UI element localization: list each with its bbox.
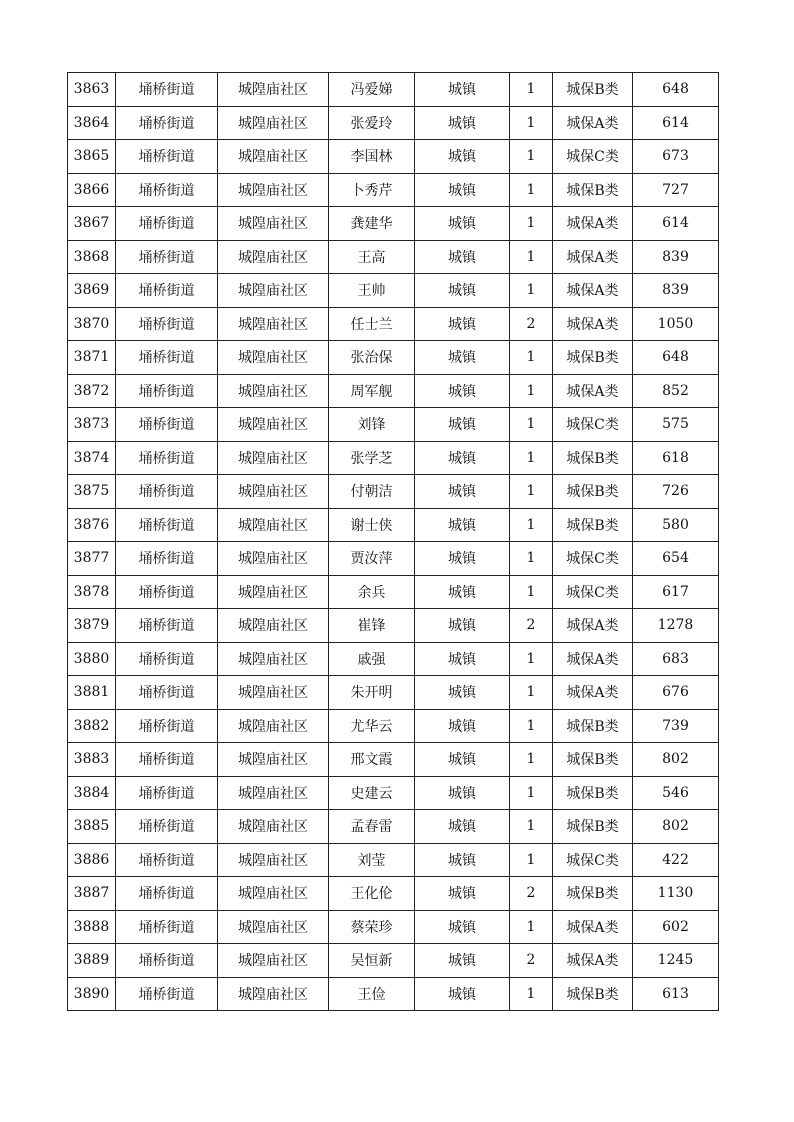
community-cell: 城隍庙社区 [218,743,329,777]
category-cell: 城保B类 [553,341,633,375]
row-number-cell: 3878 [68,575,116,609]
amount-cell: 739 [633,709,719,743]
household-type-cell: 城镇 [415,910,510,944]
subdistrict-cell: 埇桥街道 [116,508,218,542]
household-type-cell: 城镇 [415,743,510,777]
member-count-cell: 1 [510,542,553,576]
subdistrict-cell: 埇桥街道 [116,977,218,1011]
person-name-cell: 谢士侠 [329,508,415,542]
row-number-cell: 3881 [68,676,116,710]
community-cell: 城隍庙社区 [218,776,329,810]
person-name-cell: 卜秀芹 [329,173,415,207]
category-cell: 城保A类 [553,307,633,341]
table-row [68,374,719,408]
community-cell: 城隍庙社区 [218,207,329,241]
person-name-cell: 张爱玲 [329,106,415,140]
community-cell: 城隍庙社区 [218,140,329,174]
category-cell: 城保C类 [553,542,633,576]
row-number-cell: 3873 [68,408,116,442]
community-cell: 城隍庙社区 [218,877,329,911]
person-name-cell: 刘锋 [329,408,415,442]
table-body [68,73,719,1011]
member-count-cell: 1 [510,441,553,475]
amount-cell: 839 [633,274,719,308]
row-number-cell: 3868 [68,240,116,274]
household-type-cell: 城镇 [415,307,510,341]
amount-cell: 617 [633,575,719,609]
table-row [68,441,719,475]
member-count-cell: 1 [510,743,553,777]
member-count-cell: 1 [510,776,553,810]
category-cell: 城保B类 [553,977,633,1011]
member-count-cell: 1 [510,843,553,877]
table-row [68,274,719,308]
row-number-cell: 3872 [68,374,116,408]
community-cell: 城隍庙社区 [218,843,329,877]
category-cell: 城保C类 [553,575,633,609]
household-type-cell: 城镇 [415,240,510,274]
table-row [68,106,719,140]
household-type-cell: 城镇 [415,776,510,810]
household-type-cell: 城镇 [415,374,510,408]
row-number-cell: 3888 [68,910,116,944]
household-type-cell: 城镇 [415,977,510,1011]
table-row [68,575,719,609]
member-count-cell: 1 [510,240,553,274]
amount-cell: 1245 [633,944,719,978]
community-cell: 城隍庙社区 [218,173,329,207]
row-number-cell: 3869 [68,274,116,308]
category-cell: 城保A类 [553,642,633,676]
person-name-cell: 王化伦 [329,877,415,911]
member-count-cell: 1 [510,73,553,107]
person-name-cell: 邢文霞 [329,743,415,777]
person-name-cell: 张学芝 [329,441,415,475]
person-name-cell: 李国林 [329,140,415,174]
table-row [68,475,719,509]
subdistrict-cell: 埇桥街道 [116,843,218,877]
amount-cell: 726 [633,475,719,509]
row-number-cell: 3871 [68,341,116,375]
community-cell: 城隍庙社区 [218,441,329,475]
category-cell: 城保A类 [553,240,633,274]
category-cell: 城保A类 [553,374,633,408]
person-name-cell: 任士兰 [329,307,415,341]
category-cell: 城保B类 [553,877,633,911]
subdistrict-cell: 埇桥街道 [116,140,218,174]
member-count-cell: 1 [510,977,553,1011]
household-type-cell: 城镇 [415,106,510,140]
amount-cell: 422 [633,843,719,877]
person-name-cell: 周军舰 [329,374,415,408]
member-count-cell: 1 [510,408,553,442]
category-cell: 城保B类 [553,173,633,207]
amount-cell: 602 [633,910,719,944]
table-row [68,207,719,241]
table-row [68,609,719,643]
subdistrict-cell: 埇桥街道 [116,106,218,140]
member-count-cell: 1 [510,910,553,944]
person-name-cell: 龚建华 [329,207,415,241]
household-type-cell: 城镇 [415,944,510,978]
person-name-cell: 蔡荣珍 [329,910,415,944]
subdistrict-cell: 埇桥街道 [116,274,218,308]
person-name-cell: 刘莹 [329,843,415,877]
amount-cell: 727 [633,173,719,207]
subdistrict-cell: 埇桥街道 [116,743,218,777]
amount-cell: 839 [633,240,719,274]
amount-cell: 802 [633,810,719,844]
member-count-cell: 1 [510,642,553,676]
person-name-cell: 孟春雷 [329,810,415,844]
table-row [68,743,719,777]
member-count-cell: 2 [510,944,553,978]
table-row [68,240,719,274]
row-number-cell: 3875 [68,475,116,509]
person-name-cell: 贾汝萍 [329,542,415,576]
subdistrict-cell: 埇桥街道 [116,207,218,241]
category-cell: 城保A类 [553,274,633,308]
person-name-cell: 崔锋 [329,609,415,643]
community-cell: 城隍庙社区 [218,106,329,140]
community-cell: 城隍庙社区 [218,408,329,442]
household-type-cell: 城镇 [415,408,510,442]
member-count-cell: 1 [510,140,553,174]
row-number-cell: 3876 [68,508,116,542]
category-cell: 城保A类 [553,207,633,241]
category-cell: 城保A类 [553,944,633,978]
household-type-cell: 城镇 [415,173,510,207]
row-number-cell: 3867 [68,207,116,241]
community-cell: 城隍庙社区 [218,542,329,576]
subdistrict-cell: 埇桥街道 [116,944,218,978]
household-type-cell: 城镇 [415,341,510,375]
table-row [68,877,719,911]
person-name-cell: 王帅 [329,274,415,308]
category-cell: 城保B类 [553,508,633,542]
subdistrict-cell: 埇桥街道 [116,609,218,643]
subdistrict-cell: 埇桥街道 [116,575,218,609]
member-count-cell: 2 [510,609,553,643]
household-type-cell: 城镇 [415,508,510,542]
row-number-cell: 3885 [68,810,116,844]
household-type-cell: 城镇 [415,575,510,609]
amount-cell: 1050 [633,307,719,341]
member-count-cell: 2 [510,877,553,911]
subdistrict-cell: 埇桥街道 [116,910,218,944]
member-count-cell: 2 [510,307,553,341]
household-type-cell: 城镇 [415,140,510,174]
community-cell: 城隍庙社区 [218,810,329,844]
amount-cell: 1130 [633,877,719,911]
row-number-cell: 3882 [68,709,116,743]
row-number-cell: 3865 [68,140,116,174]
household-type-cell: 城镇 [415,73,510,107]
table-row [68,642,719,676]
household-type-cell: 城镇 [415,542,510,576]
amount-cell: 683 [633,642,719,676]
table-row [68,307,719,341]
row-number-cell: 3880 [68,642,116,676]
member-count-cell: 1 [510,709,553,743]
amount-cell: 852 [633,374,719,408]
category-cell: 城保B类 [553,73,633,107]
subdistrict-cell: 埇桥街道 [116,877,218,911]
person-name-cell: 付朝洁 [329,475,415,509]
row-number-cell: 3877 [68,542,116,576]
community-cell: 城隍庙社区 [218,944,329,978]
amount-cell: 654 [633,542,719,576]
table-row [68,508,719,542]
community-cell: 城隍庙社区 [218,73,329,107]
member-count-cell: 1 [510,374,553,408]
category-cell: 城保B类 [553,709,633,743]
member-count-cell: 1 [510,106,553,140]
person-name-cell: 王高 [329,240,415,274]
row-number-cell: 3883 [68,743,116,777]
amount-cell: 648 [633,73,719,107]
person-name-cell: 朱开明 [329,676,415,710]
table-row [68,73,719,107]
subdistrict-cell: 埇桥街道 [116,374,218,408]
member-count-cell: 1 [510,274,553,308]
community-cell: 城隍庙社区 [218,341,329,375]
household-type-cell: 城镇 [415,843,510,877]
household-type-cell: 城镇 [415,609,510,643]
table-row [68,173,719,207]
amount-cell: 546 [633,776,719,810]
community-cell: 城隍庙社区 [218,274,329,308]
table-row [68,944,719,978]
category-cell: 城保B类 [553,475,633,509]
person-name-cell: 戚强 [329,642,415,676]
table-row [68,843,719,877]
amount-cell: 1278 [633,609,719,643]
subdistrict-cell: 埇桥街道 [116,408,218,442]
member-count-cell: 1 [510,207,553,241]
community-cell: 城隍庙社区 [218,307,329,341]
community-cell: 城隍庙社区 [218,575,329,609]
person-name-cell: 冯爱娣 [329,73,415,107]
household-type-cell: 城镇 [415,274,510,308]
table-row [68,910,719,944]
table-row [68,977,719,1011]
row-number-cell: 3879 [68,609,116,643]
community-cell: 城隍庙社区 [218,609,329,643]
category-cell: 城保B类 [553,743,633,777]
person-name-cell: 余兵 [329,575,415,609]
community-cell: 城隍庙社区 [218,475,329,509]
category-cell: 城保C类 [553,140,633,174]
amount-cell: 648 [633,341,719,375]
community-cell: 城隍庙社区 [218,676,329,710]
allowance-table [67,72,719,1011]
amount-cell: 676 [633,676,719,710]
community-cell: 城隍庙社区 [218,374,329,408]
row-number-cell: 3890 [68,977,116,1011]
community-cell: 城隍庙社区 [218,977,329,1011]
amount-cell: 673 [633,140,719,174]
subdistrict-cell: 埇桥街道 [116,240,218,274]
row-number-cell: 3866 [68,173,116,207]
category-cell: 城保A类 [553,106,633,140]
subdistrict-cell: 埇桥街道 [116,810,218,844]
household-type-cell: 城镇 [415,642,510,676]
row-number-cell: 3889 [68,944,116,978]
subdistrict-cell: 埇桥街道 [116,542,218,576]
row-number-cell: 3887 [68,877,116,911]
row-number-cell: 3886 [68,843,116,877]
amount-cell: 802 [633,743,719,777]
category-cell: 城保A类 [553,676,633,710]
subdistrict-cell: 埇桥街道 [116,307,218,341]
row-number-cell: 3884 [68,776,116,810]
person-name-cell: 王俭 [329,977,415,1011]
household-type-cell: 城镇 [415,207,510,241]
subdistrict-cell: 埇桥街道 [116,73,218,107]
person-name-cell: 史建云 [329,776,415,810]
table-row [68,776,719,810]
community-cell: 城隍庙社区 [218,709,329,743]
amount-cell: 618 [633,441,719,475]
community-cell: 城隍庙社区 [218,508,329,542]
subdistrict-cell: 埇桥街道 [116,173,218,207]
person-name-cell: 吴恒新 [329,944,415,978]
category-cell: 城保B类 [553,441,633,475]
subdistrict-cell: 埇桥街道 [116,341,218,375]
member-count-cell: 1 [510,341,553,375]
household-type-cell: 城镇 [415,676,510,710]
community-cell: 城隍庙社区 [218,642,329,676]
row-number-cell: 3863 [68,73,116,107]
category-cell: 城保A类 [553,609,633,643]
category-cell: 城保B类 [553,776,633,810]
member-count-cell: 1 [510,810,553,844]
subdistrict-cell: 埇桥街道 [116,709,218,743]
subdistrict-cell: 埇桥街道 [116,676,218,710]
table-row [68,676,719,710]
household-type-cell: 城镇 [415,877,510,911]
community-cell: 城隍庙社区 [218,910,329,944]
category-cell: 城保B类 [553,810,633,844]
row-number-cell: 3864 [68,106,116,140]
table-row [68,408,719,442]
household-type-cell: 城镇 [415,475,510,509]
member-count-cell: 1 [510,508,553,542]
member-count-cell: 1 [510,173,553,207]
amount-cell: 614 [633,106,719,140]
subdistrict-cell: 埇桥街道 [116,441,218,475]
member-count-cell: 1 [510,676,553,710]
person-name-cell: 尤华云 [329,709,415,743]
row-number-cell: 3870 [68,307,116,341]
subdistrict-cell: 埇桥街道 [116,776,218,810]
category-cell: 城保C类 [553,408,633,442]
amount-cell: 580 [633,508,719,542]
household-type-cell: 城镇 [415,709,510,743]
member-count-cell: 1 [510,575,553,609]
table-row [68,542,719,576]
row-number-cell: 3874 [68,441,116,475]
household-type-cell: 城镇 [415,441,510,475]
table-row [68,810,719,844]
member-count-cell: 1 [510,475,553,509]
person-name-cell: 张治保 [329,341,415,375]
household-type-cell: 城镇 [415,810,510,844]
amount-cell: 575 [633,408,719,442]
table-row [68,140,719,174]
table-row [68,709,719,743]
amount-cell: 613 [633,977,719,1011]
category-cell: 城保C类 [553,843,633,877]
subdistrict-cell: 埇桥街道 [116,475,218,509]
community-cell: 城隍庙社区 [218,240,329,274]
table-row [68,341,719,375]
amount-cell: 614 [633,207,719,241]
subdistrict-cell: 埇桥街道 [116,642,218,676]
category-cell: 城保A类 [553,910,633,944]
